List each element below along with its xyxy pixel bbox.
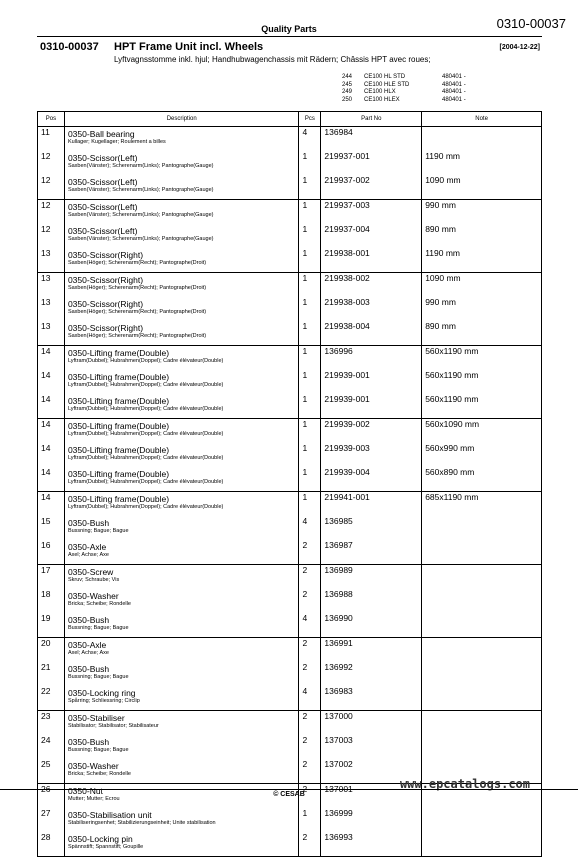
- table-row: [38, 419, 542, 444]
- part-description: 0350-Scissor(Left): [67, 177, 138, 187]
- cell-part-no: 136991: [321, 638, 422, 663]
- cell-description: [64, 711, 298, 736]
- part-translation: Saxben(Vänster); Scherenarm(Links); Pantographe(Gauge): [67, 236, 214, 242]
- cell-qty: 1: [299, 419, 321, 444]
- model-serial: 480401 -: [442, 81, 466, 88]
- table-row: [38, 175, 542, 200]
- part-translation: Lyftram(Dubbel); Hubrahmen(Doppel); Cadre élévateur(Double): [67, 479, 224, 485]
- cell-qty: 1: [299, 175, 321, 200]
- model-number: 250: [342, 96, 353, 103]
- part-translation: Lyftram(Dubbel); Hubrahmen(Doppel); Cadre élévateur(Double): [67, 455, 224, 461]
- cell-note: 1190 mm: [422, 248, 542, 273]
- cell-part-no: 219937-003: [321, 200, 422, 225]
- cell-pos: 14: [38, 467, 65, 492]
- cell-qty: 1: [299, 492, 321, 517]
- footer-rule: [0, 789, 578, 790]
- cell-note: 560x1090 mm: [422, 419, 542, 444]
- cell-qty: 4: [299, 127, 321, 152]
- cell-part-no: 219939-003: [321, 443, 422, 467]
- part-translation: Bussning; Bague; Bague: [67, 625, 129, 631]
- cell-pos: 14: [38, 346, 65, 371]
- model-number: 249: [342, 89, 353, 95]
- cell-part-no: 219938-004: [321, 321, 422, 346]
- cell-pos: 15: [38, 516, 65, 540]
- part-description: 0350-Washer: [67, 591, 119, 601]
- cell-pos: 13: [38, 321, 65, 346]
- cell-part-no: 136985: [321, 516, 422, 540]
- section-date: [2004-12-22]: [499, 44, 540, 51]
- cell-part-no: 219938-001: [321, 248, 422, 273]
- cell-pos: 26: [38, 784, 65, 809]
- cell-part-no: 219938-002: [321, 273, 422, 298]
- part-description: 0350-Axle: [67, 640, 107, 650]
- cell-description: [64, 297, 298, 321]
- part-description: 0350-Bush: [67, 664, 110, 674]
- cell-note: 1190 mm: [422, 151, 542, 175]
- cell-note: [422, 613, 542, 638]
- cell-pos: 22: [38, 686, 65, 711]
- part-description: 0350-Lifting frame(Double): [67, 396, 170, 406]
- cell-note: [422, 565, 542, 590]
- part-description: 0350-Washer: [67, 761, 119, 771]
- cell-description: [64, 613, 298, 638]
- col-header-note: Note: [422, 112, 542, 127]
- table-row: [38, 832, 542, 857]
- cell-part-no: 136990: [321, 613, 422, 638]
- model-serial: 480401 -: [442, 89, 466, 95]
- cell-part-no: 136983: [321, 686, 422, 711]
- part-description: 0350-Locking ring: [67, 688, 136, 698]
- table-row: [38, 638, 542, 663]
- cell-qty: 2: [299, 589, 321, 613]
- cell-pos: 12: [38, 175, 65, 200]
- cell-qty: 2: [299, 735, 321, 759]
- cell-pos: 20: [38, 638, 65, 663]
- cell-qty: 2: [299, 638, 321, 663]
- cell-part-no: 137003: [321, 735, 422, 759]
- cell-pos: 17: [38, 565, 65, 590]
- cell-description: [64, 832, 298, 857]
- table-header-row: [38, 112, 542, 127]
- cell-part-no: 219941-001: [321, 492, 422, 517]
- cell-pos: 13: [38, 248, 65, 273]
- part-description: 0350-Scissor(Right): [67, 323, 144, 333]
- cell-part-no: 219939-002: [321, 419, 422, 444]
- cell-pos: 13: [38, 273, 65, 298]
- part-description: 0350-Bush: [67, 518, 110, 528]
- cell-note: [422, 540, 542, 565]
- cell-qty: 2: [299, 832, 321, 857]
- table-row: [38, 467, 542, 492]
- cell-description: [64, 808, 298, 832]
- cell-qty: 1: [299, 200, 321, 225]
- part-description: 0350-Scissor(Right): [67, 250, 144, 260]
- section-code: 0310-00037: [40, 41, 99, 53]
- col-header-description: Description: [64, 112, 298, 127]
- cell-qty: 1: [299, 346, 321, 371]
- table-row: [38, 565, 542, 590]
- cell-description: [64, 540, 298, 565]
- cell-pos: 14: [38, 419, 65, 444]
- cell-pos: 14: [38, 492, 65, 517]
- part-translation: Axel; Achse; Axe: [67, 650, 109, 656]
- cell-description: [64, 346, 298, 371]
- cell-qty: 4: [299, 613, 321, 638]
- part-description: 0350-Lifting frame(Double): [67, 445, 170, 455]
- cell-description: [64, 565, 298, 590]
- cell-description: [64, 127, 298, 152]
- cell-note: [422, 686, 542, 711]
- watermark: www.epcatalogs.com: [399, 777, 530, 791]
- cell-qty: 2: [299, 662, 321, 686]
- table-row: [38, 394, 542, 419]
- cell-description: [64, 248, 298, 273]
- cell-pos: 24: [38, 735, 65, 759]
- cell-part-no: 219939-001: [321, 394, 422, 419]
- table-row: [38, 297, 542, 321]
- part-translation: Saxben(Höger); Scherenarm(Recht); Pantographe(Droit): [67, 309, 207, 315]
- model-row: [342, 89, 466, 97]
- cell-part-no: 136987: [321, 540, 422, 565]
- cell-note: 685x1190 mm: [422, 492, 542, 517]
- cell-qty: 1: [299, 273, 321, 298]
- cell-qty: 2: [299, 759, 321, 784]
- cell-note: [422, 589, 542, 613]
- cell-qty: 1: [299, 808, 321, 832]
- model-list: [342, 74, 466, 104]
- cell-description: [64, 224, 298, 248]
- cell-description: [64, 735, 298, 759]
- part-translation: Lyftram(Dubbel); Hubrahmen(Doppel); Cadre élévateur(Double): [67, 406, 224, 412]
- table-row: [38, 735, 542, 759]
- model-row: [342, 74, 466, 82]
- cell-note: 990 mm: [422, 297, 542, 321]
- cell-note: [422, 808, 542, 832]
- part-translation: Mutter; Mutter; Ecrou: [67, 796, 120, 802]
- cell-pos: 16: [38, 540, 65, 565]
- cell-qty: 4: [299, 516, 321, 540]
- model-name: CE100 HLEX: [364, 96, 400, 103]
- cell-qty: 1: [299, 248, 321, 273]
- part-translation: Kullager; Kugellager; Roulement a billes: [67, 139, 166, 145]
- table-row: [38, 151, 542, 175]
- table-row: [38, 492, 542, 517]
- part-translation: Axel; Achse; Axe: [67, 552, 109, 558]
- cell-qty: 4: [299, 686, 321, 711]
- part-translation: Lyftram(Dubbel); Hubrahmen(Doppel); Cadre élévateur(Double): [67, 358, 224, 364]
- header-title: Quality Parts: [261, 24, 317, 34]
- part-translation: Saxben(Vänster); Scherenarm(Links); Pantographe(Gauge): [67, 187, 214, 193]
- cell-description: [64, 589, 298, 613]
- cesab-logo: © CESAB: [273, 791, 305, 798]
- cell-description: [64, 759, 298, 784]
- table-row: [38, 224, 542, 248]
- cell-qty: 1: [299, 467, 321, 492]
- cell-pos: 13: [38, 297, 65, 321]
- cell-note: 890 mm: [422, 224, 542, 248]
- part-description: 0350-Scissor(Left): [67, 153, 138, 163]
- col-header-qty: Pcs: [299, 112, 321, 127]
- cell-note: 1090 mm: [422, 175, 542, 200]
- model-name: CE100 HLE STD: [364, 81, 410, 88]
- part-description: 0350-Lifting frame(Double): [67, 421, 170, 431]
- part-description: 0350-Lifting frame(Double): [67, 494, 170, 504]
- table-row: [38, 127, 542, 152]
- cell-pos: 12: [38, 200, 65, 225]
- cell-note: [422, 638, 542, 663]
- table-row: [38, 808, 542, 832]
- part-translation: Skruv; Schraube; Vis: [67, 577, 120, 583]
- table-row: [38, 540, 542, 565]
- model-row: [342, 97, 466, 105]
- part-translation: Bricka; Scheibe; Rondelle: [67, 601, 131, 607]
- part-description: 0350-Scissor(Right): [67, 275, 144, 285]
- part-description: 0350-Locking pin: [67, 834, 133, 844]
- col-header-pos: Pos: [38, 112, 65, 127]
- part-translation: Stabilisator; Stabilisator; Stabilisateur: [67, 723, 159, 729]
- cell-pos: 14: [38, 370, 65, 394]
- cell-part-no: 136992: [321, 662, 422, 686]
- cell-part-no: 137002: [321, 759, 422, 784]
- part-translation: Saxben(Vänster); Scherenarm(Links); Pantographe(Gauge): [67, 163, 214, 169]
- cell-qty: 1: [299, 443, 321, 467]
- cell-part-no: 219937-004: [321, 224, 422, 248]
- table-row: [38, 370, 542, 394]
- part-translation: Saxben(Höger); Scherenarm(Recht); Pantographe(Droit): [67, 260, 207, 266]
- model-number: 244: [342, 74, 353, 80]
- table-row: [38, 711, 542, 736]
- cell-description: [64, 662, 298, 686]
- cell-note: [422, 735, 542, 759]
- cell-note: 560x990 mm: [422, 443, 542, 467]
- cell-note: 890 mm: [422, 321, 542, 346]
- cell-pos: 27: [38, 808, 65, 832]
- cell-pos: 28: [38, 832, 65, 857]
- cell-qty: 1: [299, 321, 321, 346]
- cell-note: [422, 832, 542, 857]
- part-description: 0350-Scissor(Left): [67, 226, 138, 236]
- part-description: 0350-Screw: [67, 567, 114, 577]
- model-row: [342, 82, 466, 90]
- part-translation: Spännstift; Spannstift; Goupille: [67, 844, 144, 850]
- table-row: [38, 321, 542, 346]
- header-rule: [37, 36, 542, 37]
- cell-pos: 19: [38, 613, 65, 638]
- cell-description: [64, 273, 298, 298]
- cell-qty: 1: [299, 224, 321, 248]
- cell-part-no: 137001: [321, 784, 422, 809]
- cell-note: 560x1190 mm: [422, 346, 542, 371]
- cell-qty: 2: [299, 540, 321, 565]
- cell-description: [64, 151, 298, 175]
- section-name: HPT Frame Unit incl. Wheels: [114, 41, 264, 53]
- cell-part-no: 219937-002: [321, 175, 422, 200]
- cell-note: [422, 127, 542, 152]
- cell-pos: 18: [38, 589, 65, 613]
- cell-note: [422, 516, 542, 540]
- table-row: [38, 589, 542, 613]
- cell-note: 990 mm: [422, 200, 542, 225]
- model-serial: 480401 -: [442, 74, 466, 80]
- cell-description: [64, 394, 298, 419]
- cell-qty: 1: [299, 151, 321, 175]
- cell-description: [64, 200, 298, 225]
- cell-description: [64, 686, 298, 711]
- part-translation: Stabiliseringsenhet; Stabilizierungseinheit; Unite stabilisation: [67, 820, 216, 826]
- part-description: 0350-Ball bearing: [67, 129, 135, 139]
- table-row: [38, 662, 542, 686]
- table-row: [38, 516, 542, 540]
- header-code: 0310-00037: [496, 16, 566, 31]
- section-subtitle: Lyftvagnsstomme inkl. hjul; Handhubwagenchassis mit Rädern; Châssis HPT avec roues;: [114, 55, 431, 64]
- cell-qty: 2: [299, 711, 321, 736]
- part-description: 0350-Stabilisation unit: [67, 810, 152, 820]
- part-description: 0350-Lifting frame(Double): [67, 348, 170, 358]
- part-description: 0350-Bush: [67, 615, 110, 625]
- cell-qty: 1: [299, 370, 321, 394]
- cell-part-no: 219939-001: [321, 370, 422, 394]
- cell-part-no: 136999: [321, 808, 422, 832]
- part-translation: Bussning; Bague; Bague: [67, 528, 129, 534]
- cell-qty: 1: [299, 394, 321, 419]
- cell-part-no: 136984: [321, 127, 422, 152]
- cell-pos: 12: [38, 151, 65, 175]
- cell-note: [422, 711, 542, 736]
- part-description: 0350-Nut: [67, 786, 103, 796]
- part-translation: Bricka; Scheibe; Rondelle: [67, 771, 131, 777]
- model-number: 245: [342, 81, 353, 88]
- table-row: [38, 443, 542, 467]
- part-description: 0350-Scissor(Left): [67, 202, 138, 212]
- col-header-part-no: Part No: [321, 112, 422, 127]
- cell-pos: 11: [38, 127, 65, 152]
- parts-table: [37, 111, 542, 857]
- table-row: [38, 346, 542, 371]
- cell-description: [64, 443, 298, 467]
- part-translation: Saxben(Höger); Scherenarm(Recht); Pantographe(Droit): [67, 285, 207, 291]
- cell-description: [64, 638, 298, 663]
- part-description: 0350-Scissor(Right): [67, 299, 144, 309]
- model-serial: 480401 -: [442, 96, 466, 103]
- cell-part-no: 136996: [321, 346, 422, 371]
- cell-qty: 1: [299, 297, 321, 321]
- cell-pos: 12: [38, 224, 65, 248]
- part-description: 0350-Bush: [67, 737, 110, 747]
- part-translation: Bussning; Bague; Bague: [67, 674, 129, 680]
- cell-description: [64, 516, 298, 540]
- part-description: 0350-Lifting frame(Double): [67, 469, 170, 479]
- cell-note: 1090 mm: [422, 273, 542, 298]
- table-row: [38, 273, 542, 298]
- part-description: 0350-Stabiliser: [67, 713, 125, 723]
- cell-part-no: 219939-004: [321, 467, 422, 492]
- model-name: CE100 HLX: [364, 89, 396, 95]
- cell-pos: 21: [38, 662, 65, 686]
- model-name: CE100 HL STD: [364, 74, 406, 80]
- cell-description: [64, 419, 298, 444]
- cell-part-no: 137000: [321, 711, 422, 736]
- cell-description: [64, 370, 298, 394]
- part-translation: Bussning; Bague; Bague: [67, 747, 129, 753]
- part-description: 0350-Axle: [67, 542, 107, 552]
- cell-part-no: 219938-003: [321, 297, 422, 321]
- part-translation: Spårring; Schliessring; Circlip: [67, 698, 140, 704]
- table-row: [38, 248, 542, 273]
- cell-description: [64, 321, 298, 346]
- part-translation: Saxben(Vänster); Scherenarm(Links); Pantographe(Gauge): [67, 212, 214, 218]
- cell-note: 560x1190 mm: [422, 370, 542, 394]
- cell-description: [64, 467, 298, 492]
- part-description: 0350-Lifting frame(Double): [67, 372, 170, 382]
- cell-description: [64, 175, 298, 200]
- cell-note: 560x1190 mm: [422, 394, 542, 419]
- cell-pos: 23: [38, 711, 65, 736]
- table-row: [38, 613, 542, 638]
- part-translation: Saxben(Höger); Scherenarm(Recht); Pantographe(Droit): [67, 333, 207, 339]
- part-translation: Lyftram(Dubbel); Hubrahmen(Doppel); Cadre élévateur(Double): [67, 504, 224, 510]
- cell-note: [422, 662, 542, 686]
- table-row: [38, 686, 542, 711]
- cell-pos: 14: [38, 443, 65, 467]
- cell-part-no: 136988: [321, 589, 422, 613]
- cell-part-no: 136993: [321, 832, 422, 857]
- cell-part-no: 136989: [321, 565, 422, 590]
- table-row: [38, 200, 542, 225]
- cell-qty: 2: [299, 565, 321, 590]
- part-translation: Lyftram(Dubbel); Hubrahmen(Doppel); Cadre élévateur(Double): [67, 382, 224, 388]
- cell-description: [64, 492, 298, 517]
- cell-note: 560x890 mm: [422, 467, 542, 492]
- cell-pos: 25: [38, 759, 65, 784]
- cell-part-no: 219937-001: [321, 151, 422, 175]
- cell-pos: 14: [38, 394, 65, 419]
- cell-qty: 2: [299, 784, 321, 809]
- part-translation: Lyftram(Dubbel); Hubrahmen(Doppel); Cadre élévateur(Double): [67, 431, 224, 437]
